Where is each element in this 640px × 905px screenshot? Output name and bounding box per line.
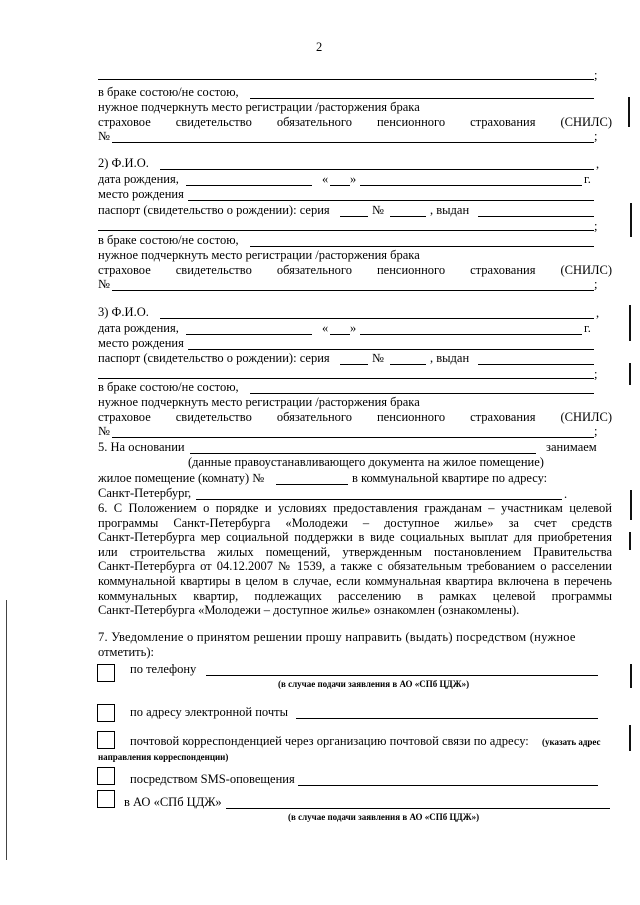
snils-word: пенсионного: [376, 263, 446, 277]
snils-number-sign: №: [98, 129, 110, 143]
birth-month-field[interactable]: [360, 334, 582, 335]
document-hint: (данные правоустанавливающего документа на жилое помещение): [188, 455, 544, 469]
comma: ,: [596, 306, 600, 320]
passport-label: паспорт (свидетельство о рождении): серия: [98, 351, 330, 365]
marriage-label: в браке состою/не состою,: [98, 85, 239, 99]
issued-field[interactable]: [478, 216, 594, 217]
scan-artifact: [6, 600, 7, 860]
blank-line[interactable]: [98, 230, 594, 231]
page-number: 2: [316, 40, 323, 54]
semicolon: ;: [594, 129, 598, 143]
passport-series-field[interactable]: [340, 364, 368, 365]
issued-label: , выдан: [430, 203, 470, 217]
snils-word: страхования: [470, 115, 536, 129]
city-label: Санкт-Петербург,: [98, 486, 192, 500]
fio-field[interactable]: [160, 169, 594, 170]
scan-artifact: [629, 305, 631, 341]
snils-field[interactable]: [112, 437, 594, 438]
birth-place-label: место рождения: [98, 187, 184, 201]
snils-word: пенсионного: [376, 115, 446, 129]
occupy-label: занимаем: [546, 440, 597, 454]
basis-field[interactable]: [190, 453, 536, 454]
snils-field[interactable]: [112, 142, 594, 143]
email-label: по адресу электронной почты: [130, 705, 288, 719]
scan-artifact: [630, 490, 632, 520]
passport-series-field[interactable]: [340, 216, 368, 217]
marriage-field[interactable]: [250, 246, 594, 247]
birth-date-field[interactable]: [186, 185, 312, 186]
snils-word: страховое: [98, 263, 151, 277]
issued-label: , выдан: [430, 351, 470, 365]
passport-number-field[interactable]: [390, 216, 426, 217]
paragraph-line: Санкт-Петербурга «Молодежи – доступное жилье» ознакомлен (ознакомлены).: [98, 603, 520, 618]
paragraph-line: коммунальных квартир, подлежащих расселению в рамках целевой программы: [98, 588, 612, 603]
room-label: жилое помещение (комнату) №: [98, 471, 265, 485]
person-number: 2): [98, 156, 109, 170]
blank-line: [98, 79, 594, 80]
email-checkbox[interactable]: [97, 704, 115, 722]
snils-word: свидетельство: [175, 115, 252, 129]
email-field[interactable]: [296, 718, 598, 719]
post-checkbox[interactable]: [97, 731, 115, 749]
office-field[interactable]: [226, 808, 610, 809]
fio-label: [98, 156, 149, 170]
scan-artifact: [628, 97, 630, 127]
sms-label: посредством SMS-оповещения: [130, 772, 295, 786]
passport-number-sign: №: [372, 203, 384, 217]
birth-place-field[interactable]: [188, 349, 594, 350]
phone-field[interactable]: [206, 675, 598, 676]
office-checkbox[interactable]: [97, 790, 115, 808]
birth-day-field[interactable]: [330, 334, 350, 335]
year-abbr: г.: [584, 172, 591, 186]
fio-text: Ф.И.О.: [111, 305, 149, 319]
office-label: в АО «СПб ЦДЖ»: [124, 795, 222, 809]
passport-number-sign: №: [372, 351, 384, 365]
phone-label: по телефону: [130, 662, 197, 676]
snils-number-sign: №: [98, 424, 110, 438]
phone-checkbox[interactable]: [97, 664, 115, 682]
snils-row: [98, 410, 612, 424]
marriage-label: в браке состою/не состою,: [98, 380, 239, 394]
snils-word: страховое: [98, 410, 151, 424]
blank-line[interactable]: [98, 378, 594, 379]
passport-number-field[interactable]: [390, 364, 426, 365]
birth-date-label: дата рождения,: [98, 321, 179, 335]
snils-word: (СНИЛС): [560, 115, 612, 129]
room-number-field[interactable]: [276, 484, 348, 485]
snils-word: страховое: [98, 115, 151, 129]
birth-place-field[interactable]: [188, 200, 594, 201]
scan-artifact: [629, 725, 631, 751]
post-note-cont: направления корреспонденции): [98, 752, 229, 762]
address-field[interactable]: [196, 499, 562, 500]
date-open-quote: «: [322, 172, 329, 186]
snils-word: страхования: [470, 263, 536, 277]
snils-word: (СНИЛС): [560, 410, 612, 424]
underline-hint: нужное подчеркнуть место регистрации /расторжения брака: [98, 248, 420, 262]
marriage-field[interactable]: [250, 393, 594, 394]
issued-field[interactable]: [478, 364, 594, 365]
person-number: 3): [98, 305, 109, 319]
birth-date-label: дата рождения,: [98, 172, 179, 186]
address-end-dot: .: [564, 487, 568, 501]
post-note: (указать адрес: [542, 737, 601, 747]
snils-row: [98, 115, 612, 129]
paragraph-line: Санкт-Петербурга мер социальной поддержки в виде социальных выплат для приобретения: [98, 530, 612, 545]
snils-field[interactable]: [112, 290, 594, 291]
paragraph-line: или строительства жилых помещений, утвержденным постановлением Правительства: [98, 544, 612, 559]
snils-word: обязательного: [276, 263, 352, 277]
section-6-paragraph: [98, 501, 612, 618]
birth-date-field[interactable]: [186, 334, 312, 335]
paragraph-line: 6. С Положением о порядке и условиях предоставления гражданам – участникам целевой: [98, 501, 612, 515]
scan-artifact: [630, 203, 632, 237]
notification-heading: 7. Уведомление о принятом решении прошу направить (выдать) посредством (нужное: [98, 630, 576, 644]
paragraph-line: коммунальной квартиры в целом в случае, если коммунальная квартира включена в перечень: [98, 573, 612, 588]
fio-label: [98, 305, 149, 319]
communal-label: в коммунальной квартире по адресу:: [352, 471, 548, 485]
underline-hint: нужное подчеркнуть место регистрации /расторжения брака: [98, 395, 420, 409]
birth-place-label: место рождения: [98, 336, 184, 350]
fio-field[interactable]: [160, 318, 594, 319]
semicolon: ;: [594, 277, 598, 291]
scan-artifact: [630, 664, 632, 688]
sms-field[interactable]: [298, 785, 598, 786]
sms-checkbox[interactable]: [97, 767, 115, 785]
marriage-field[interactable]: [250, 98, 594, 99]
snils-word: пенсионного: [376, 410, 446, 424]
paragraph-line: Санкт-Петербурга от 04.12.2007 № 1539, а также с обязательным требованием о расселении: [98, 559, 612, 574]
snils-word: свидетельство: [175, 263, 252, 277]
birth-day-field[interactable]: [330, 185, 350, 186]
birth-month-field[interactable]: [360, 185, 582, 186]
snils-word: обязательного: [276, 410, 352, 424]
snils-word: (СНИЛС): [560, 263, 612, 277]
snils-word: свидетельство: [175, 410, 252, 424]
snils-row: [98, 263, 612, 277]
semicolon: ;: [594, 68, 598, 82]
office-note: (в случае подачи заявления в АО «СПб ЦДЖ»): [288, 812, 480, 822]
post-label: почтовой корреспонденцией через организацию почтовой связи по адресу:: [130, 734, 529, 748]
comma: ,: [596, 157, 600, 171]
date-open-quote: «: [322, 321, 329, 335]
semicolon: ;: [594, 367, 598, 381]
scan-artifact: [629, 363, 631, 385]
year-abbr: г.: [584, 321, 591, 335]
underline-hint: нужное подчеркнуть место регистрации /расторжения брака: [98, 100, 420, 114]
basis-label: 5. На основании: [98, 440, 185, 454]
semicolon: ;: [594, 424, 598, 438]
snils-number-sign: №: [98, 277, 110, 291]
date-close-quote: »: [350, 321, 357, 335]
passport-label: паспорт (свидетельство о рождении): серия: [98, 203, 330, 217]
snils-word: обязательного: [276, 115, 352, 129]
fio-text: Ф.И.О.: [111, 156, 149, 170]
snils-word: страхования: [470, 410, 536, 424]
paragraph-line: программы Санкт-Петербурга «Молодежи – доступное жилье» за счет средств: [98, 515, 612, 530]
semicolon: ;: [594, 219, 598, 233]
date-close-quote: »: [350, 172, 357, 186]
notification-heading-cont: отметить):: [98, 645, 154, 659]
marriage-label: в браке состою/не состою,: [98, 233, 239, 247]
phone-note: (в случае подачи заявления в АО «СПб ЦДЖ»): [278, 679, 470, 689]
scan-artifact: [629, 532, 631, 550]
